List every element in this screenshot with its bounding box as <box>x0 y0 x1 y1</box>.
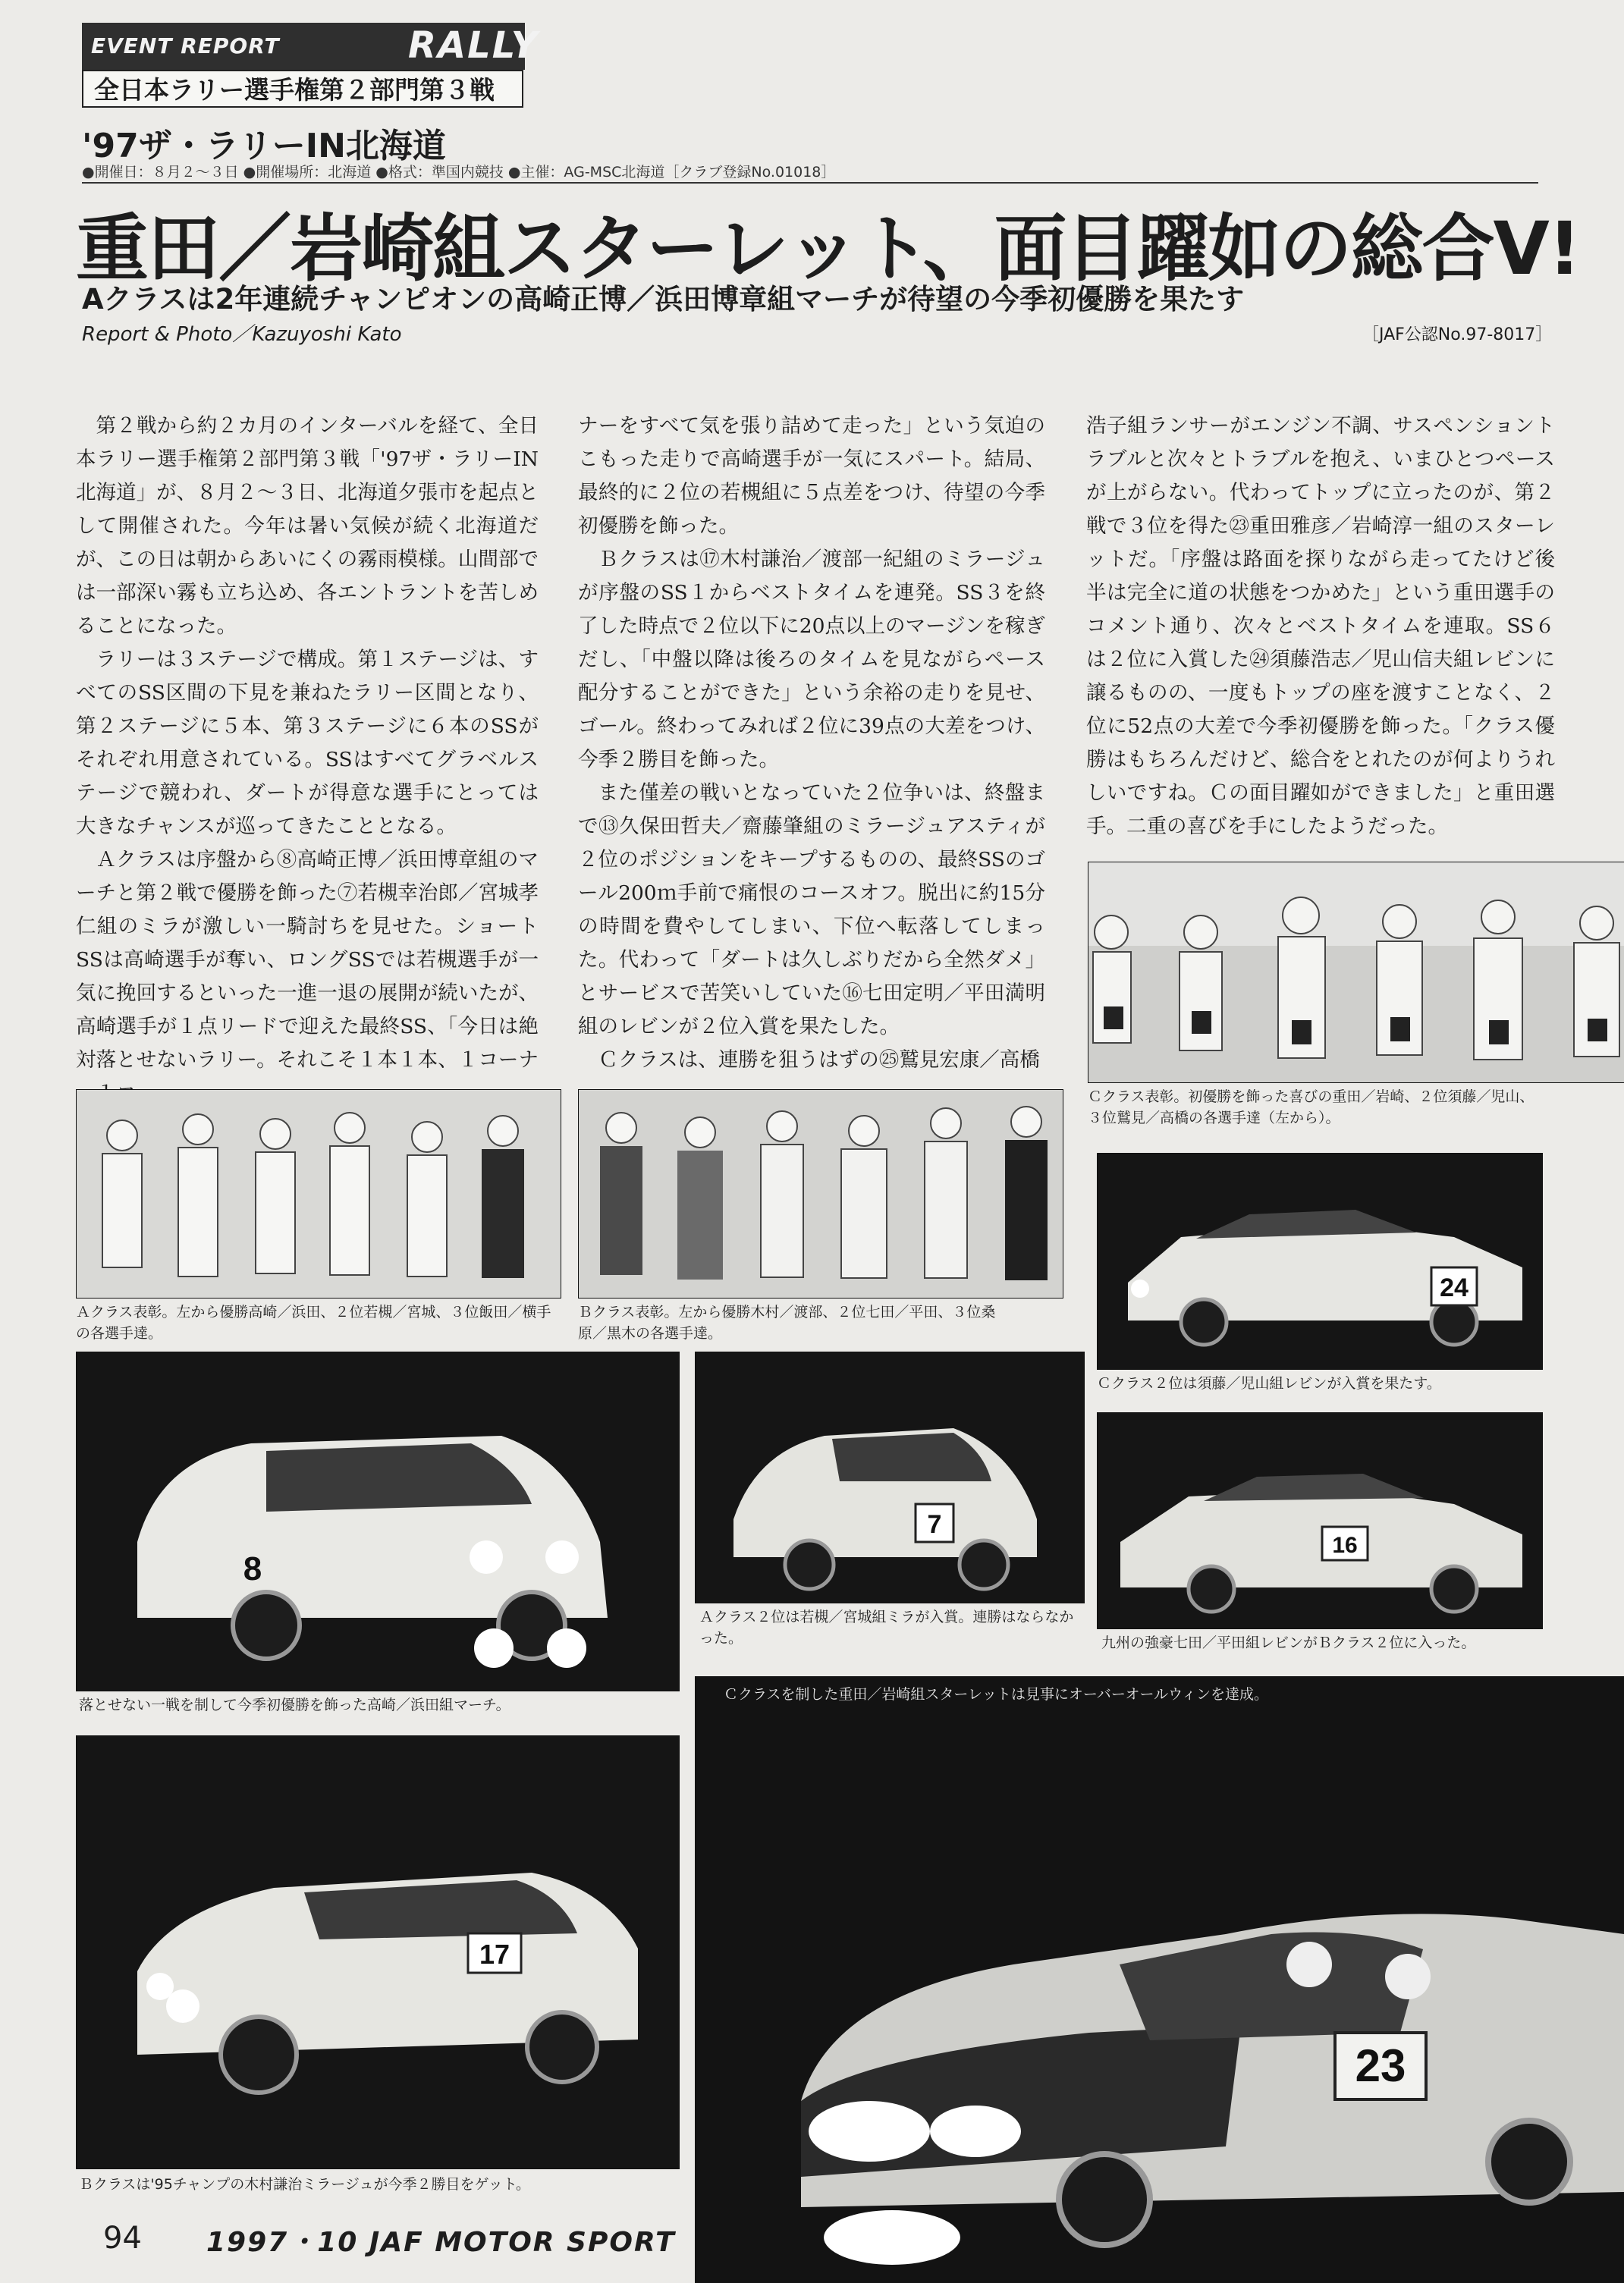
caption-mira: Ａクラス２位は若槻／宮城組ミラが入賞。連勝はならなかった。 <box>699 1609 1074 1647</box>
jaf-permit-number: ［JAF公認No.97-8017］ <box>1362 325 1553 344</box>
caption-c-class-second: Ｃクラス２位は須藤／児山組レビンが入賞を果たす。 <box>1097 1375 1441 1392</box>
caption-b-class-podium: Ｂクラス表彰。左から優勝木村／渡部、２位七田／平田、３位桑原／黒木の各選手達。 <box>578 1304 996 1342</box>
car-number: 7 <box>927 1510 942 1539</box>
photo-c-class-second-levin <box>1097 1153 1543 1370</box>
event-meta: ●開催日：８月２〜３日 ●開催場所：北海道 ●格式：準国内競技 ●主催：AG-MSC北海道［クラブ登録No.01018］ <box>82 164 836 181</box>
series-title: 全日本ラリー選手権第２部門第３戦 <box>82 70 523 108</box>
paragraph: Ｃクラスは、連勝を狙うはずの㉕鷲見宏康／高橋 <box>598 1048 1040 1072</box>
subheadline: Aクラスは2年連続チャンピオンの高崎正博／浜田博章組マーチが待望の今季初優勝を果たす <box>82 283 1245 316</box>
paragraph: ラリーは３ステージで構成。第１ステージは、すべてのSS区間の下見を兼ねたラリー区間となり、第２ステージに５本、第３ステージに６本のSSがそれぞれ用意されている。SSはすべてグラベルステージで競われ、ダートが得意な選手にとっては大きなチャンスが巡ってきたこととなる。 <box>76 648 539 838</box>
photo-b-class-podium <box>578 1089 1063 1299</box>
caption-a-class-podium: Ａクラス表彰。左から優勝高崎／浜田、２位若槻／宮城、３位飯田／横手の各選手達。 <box>76 1304 551 1342</box>
magazine-footer: 1997・10 JAF MOTOR SPORT <box>206 2227 676 2258</box>
car-number: 24 <box>1440 1273 1469 1302</box>
article-column-1 <box>76 410 539 1110</box>
car-number: 16 <box>1332 1533 1358 1558</box>
car-number: 17 <box>479 1939 510 1970</box>
paragraph: ナーをすべて気を張り詰めて走った」という気迫のこもった走りで高崎選手が一気にスパート。結局、最終的に２位の若槻組に５点差をつけ、待望の今季初優勝を飾った。 <box>578 414 1045 538</box>
paragraph: Ｂクラスは⑰木村謙治／渡部一紀組のミラージュが序盤のSS１からベストタイムを連発。SS３を終了した時点で２位以下に20点以上のマージンを稼ぎだし、「中盤以降は後ろのタイムを見ながらペース配分することができた」という余裕の走りを見せ、ゴール。終わってみれば２位に39点の大差をつけ、今季２勝目を飾った。 <box>578 548 1045 771</box>
car-number: 23 <box>1355 2040 1406 2091</box>
photo-march-8 <box>76 1352 680 1691</box>
section-tag-left: EVENT REPORT <box>91 33 280 58</box>
section-tag-right: RALLY <box>408 24 539 67</box>
article-column-2 <box>578 410 1045 1077</box>
caption-c-class-podium: Ｃクラス表彰。初優勝を飾った喜びの重田／岩崎、２位須藤／児山、３位鷲見／高橋の各選手達（左から）。 <box>1088 1088 1534 1126</box>
photo-c-class-podium <box>1088 862 1624 1083</box>
photo-levin-16 <box>1097 1412 1543 1629</box>
photo-starlet-23 <box>695 1676 1624 2283</box>
caption-starlet: Ｃクラスを制した重田／岩崎組スターレットは見事にオーバーオールウィンを達成。 <box>724 1686 1269 1703</box>
page-number: 94 <box>103 2221 142 2256</box>
car-number: 8 <box>243 1550 262 1587</box>
paragraph: また僅差の戦いとなっていた２位争いは、終盤まで⑬久保田哲夫／齋藤肇組のミラージュアスティが２位のポジションをキープするものの、最終SSのゴール200ｍ手前で痛恨のコースオフ。脱出に約15分の時間を費やしてしまい、下位へ転落してしまった。代わって「ダートは久しぶりだから全然ダメ」とサービスで苦笑いしていた⑯七田定明／平田満明組のレビンが２位入賞を果たした。 <box>578 781 1045 1038</box>
article-column-3 <box>1086 410 1555 843</box>
headline: 重田／岩崎組スターレット、面目躍如の総合V! <box>76 206 1580 291</box>
paragraph: 第２戦から約２カ月のインターバルを経て、全日本ラリー選手権第２部門第３戦「'97ザ・ラリーIN北海道」が、８月２〜３日、北海道夕張市を起点として開催された。今年は暑い気候が続く北海道だが、この日は朝からあいにくの霧雨模様。山間部では一部深い霧も立ち込め、各エントラントを苦しめることになった。 <box>76 414 539 638</box>
caption-mirage: Ｂクラスは'95チャンプの木村謙治ミラージュが今季２勝目をゲット。 <box>79 2176 531 2193</box>
event-name: '97ザ・ラリーIN北海道 <box>82 127 446 165</box>
paragraph: 浩子組ランサーがエンジン不調、サスペンショントラブルと次々とトラブルを抱え、いまひとつペースが上がらない。代わってトップに立ったのが、第２戦で３位を得た㉓重田雅彦／岩崎淳一組のスターレットだ。「序盤は路面を探りながら走ってたけど後半は完全に道の状態をつかめた」という重田選手のコメント通り、次々とベストタイムを連取。SS６は２位に入賞した㉔須藤浩志／児山信夫組レビンに譲るものの、一度もトップの座を渡すことなく、２位に52点の大差で今季初優勝を飾った。「クラス優勝はもちろんだけど、総合をとれたのが何よりうれしいですね。Ｃの面目躍如ができました」と重田選手。二重の喜びを手にしたようだった。 <box>1086 414 1555 838</box>
photo-a-class-podium <box>76 1089 561 1299</box>
header-rule <box>82 182 1538 184</box>
photo-mira-7 <box>695 1352 1085 1603</box>
byline: Report & Photo／Kazuyoshi Kato <box>82 323 402 346</box>
caption-levin-b: 九州の強豪七田／平田組レビンがＢクラス２位に入った。 <box>1101 1635 1476 1651</box>
photo-mirage-17 <box>76 1735 680 2169</box>
paragraph: Ａクラスは序盤から⑧高崎正博／浜田博章組のマーチと第２戦で優勝を飾った⑦若槻幸治郎／宮城孝仁組のミラが激しい一騎討ちを見せた。ショートSSは高崎選手が奪い、ロングSSでは若槻選手が一気に挽回するといった一進一退の展開が続いたが、高崎選手が１点リードで迎えた最終SS、「今日は絶対落とせないラリー。それこそ１本１本、１コーナ <box>76 848 539 1072</box>
caption-march: 落とせない一戦を制して今季初優勝を飾った高崎／浜田組マーチ。 <box>79 1697 510 1713</box>
